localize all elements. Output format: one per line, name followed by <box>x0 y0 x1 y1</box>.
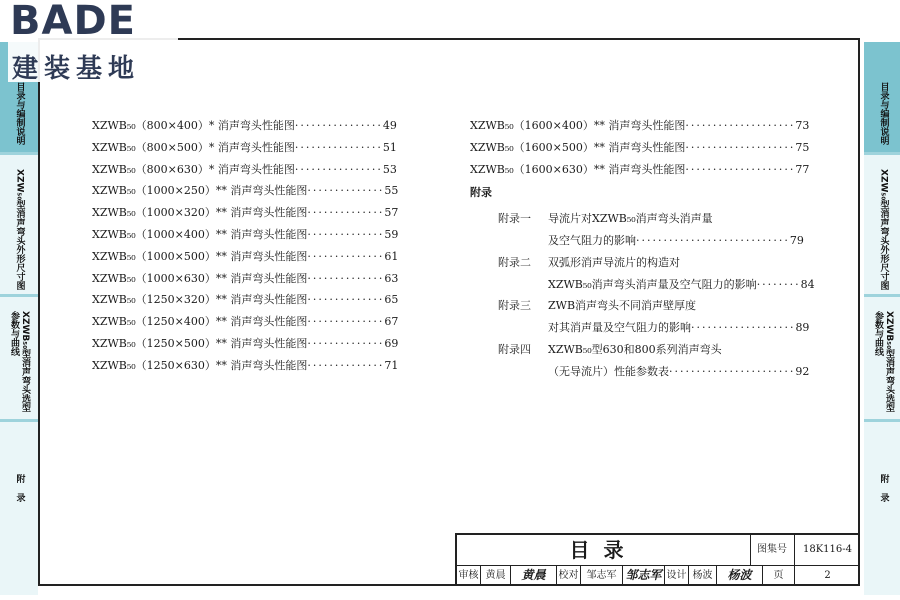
toc-entry[interactable] <box>92 227 398 243</box>
toc-dot-leader: ·············· <box>307 293 385 307</box>
appendix-label: 附录三 <box>498 299 531 313</box>
tab-selection-params[interactable] <box>864 294 900 419</box>
toc-entry-text: XZWB₅₀（1250×500）** 消声弯头性能图 <box>92 337 308 350</box>
proofer-name: 邹志军 <box>581 565 623 586</box>
title-block <box>455 533 860 586</box>
toc-entry-text: XZWB₅₀（800×630）* 消声弯头性能图 <box>92 162 295 176</box>
designer-signature: 杨波 <box>717 565 763 586</box>
toc-dot-leader: ·············· <box>307 206 385 220</box>
left-side-tabs <box>0 40 38 595</box>
toc-dot-leader: ······················· <box>669 364 796 378</box>
toc-page-number: 69 <box>384 337 399 350</box>
tab-dimension-drawings[interactable] <box>864 152 900 294</box>
toc-entry[interactable] <box>92 358 398 374</box>
toc-entry-text: XZWB₅₀（1000×320）** 消声弯头性能图 <box>92 206 308 220</box>
toc-entry-text: XZWB₅₀（1000×500）** 消声弯头性能图 <box>92 249 308 263</box>
toc-entry-text: XZWB₅₀（1250×630）** 消声弯头性能图 <box>92 358 308 372</box>
toc-page-number: 67 <box>384 315 399 329</box>
toc-entry[interactable] <box>548 320 809 336</box>
toc-entry-text: 对其消声量及空气阻力的影响 <box>548 321 691 335</box>
toc-page-number: 89 <box>795 321 810 335</box>
appendix-title-line1[interactable]: 双弧形消声导流片的构造对 <box>548 255 680 269</box>
appendix-title-line1[interactable]: 导流片对XZWB₅₀消声弯头消声量 <box>548 212 713 226</box>
tab-label: 目录与编制说明 <box>14 82 25 145</box>
toc-page-number: 84 <box>800 277 815 291</box>
toc-entry[interactable] <box>92 205 398 221</box>
atlas-no: 18K116-4 <box>802 544 853 555</box>
proofer-signature: 邹志军 <box>623 565 665 586</box>
toc-dot-leader: ···················· <box>685 119 796 132</box>
toc-entry-text: XZWB₅₀（1250×400）** 消声弯头性能图 <box>92 315 308 329</box>
tab-label: XZW₅₀型消声弯头外形尺寸图 <box>878 168 889 291</box>
atlas-no-label: 图集号 <box>750 535 795 565</box>
review-label: 审核 <box>457 565 481 586</box>
drawing-title: 目录 <box>457 535 751 565</box>
proof-label: 校对 <box>557 565 581 586</box>
toc-page-number: 57 <box>384 206 399 220</box>
tab-label: XZW₅₀型消声弯头外形尺寸图 <box>14 168 25 291</box>
tab-appendix[interactable] <box>0 419 38 595</box>
toc-page-number: 53 <box>382 162 397 176</box>
appendix-label: 附录二 <box>498 255 531 269</box>
toc-page-number: 65 <box>384 293 399 307</box>
bade-logo <box>8 2 178 82</box>
toc-entry[interactable] <box>92 249 398 265</box>
toc-entry-text: XZWB₅₀（800×400）* 消声弯头性能图 <box>92 119 295 132</box>
toc-dot-leader: ·············· <box>307 315 385 329</box>
toc-entry[interactable] <box>92 314 398 330</box>
tab-label: XZWB₅₀型消声弯头选型参数与曲线 <box>9 310 30 413</box>
toc-entry[interactable] <box>92 118 397 134</box>
right-side-tabs <box>864 40 900 595</box>
appendix-label: 附录一 <box>498 212 531 226</box>
toc-entry[interactable] <box>470 162 809 178</box>
toc-entry[interactable] <box>92 183 398 199</box>
toc-page-number: 92 <box>795 364 810 378</box>
toc-dot-leader: ···················· <box>685 140 796 154</box>
tab-label: 附录 <box>878 473 889 512</box>
toc-entry[interactable] <box>548 364 809 380</box>
toc-page-number: 73 <box>795 119 810 132</box>
toc-dot-leader: ·············· <box>307 184 385 198</box>
page-label: 页 <box>763 565 795 586</box>
toc-entry-text: XZWB₅₀（1600×400）** 消声弯头性能图 <box>470 119 686 132</box>
toc-entry-text: （无导流片）性能参数表 <box>548 364 669 378</box>
toc-entry[interactable] <box>92 336 398 352</box>
toc-entry[interactable] <box>548 277 815 293</box>
toc-page-number: 71 <box>384 358 399 372</box>
toc-dot-leader: ················ <box>294 119 383 132</box>
tab-appendix[interactable] <box>864 419 900 595</box>
logo-word: BADE <box>10 0 136 44</box>
toc-entry[interactable] <box>470 140 809 156</box>
toc-page-number: 51 <box>382 140 397 154</box>
tab-label: 目录与编制说明 <box>878 82 889 145</box>
toc-dot-leader: ·············· <box>307 358 385 372</box>
reviewer-name: 黄晨 <box>481 565 511 586</box>
tab-selection-params[interactable] <box>0 294 38 419</box>
tab-label: XZWB₅₀型消声弯头选型参数与曲线 <box>873 310 894 413</box>
logo-subtitle: 建装基地 <box>12 54 141 84</box>
toc-entry-text: XZWB₅₀（800×500）* 消声弯头性能图 <box>92 140 295 154</box>
toc-dot-leader: ···························· <box>636 234 790 247</box>
toc-entry-text: XZWB₅₀（1600×630）** 消声弯头性能图 <box>470 162 686 176</box>
design-label: 设计 <box>665 565 689 586</box>
toc-entry-text: XZWB₅₀消声弯头消声量及空气阻力的影响 <box>548 277 757 291</box>
toc-entry-text: XZWB₅₀（1250×320）** 消声弯头性能图 <box>92 293 308 307</box>
appendix-title-line1[interactable]: XZWB₅₀型630和800系列消声弯头 <box>548 343 722 356</box>
appendix-heading: 附录 <box>470 186 492 200</box>
toc-dot-leader: ················ <box>294 162 383 176</box>
toc-entry-text: XZWB₅₀（1600×500）** 消声弯头性能图 <box>470 140 686 154</box>
toc-page-number: 63 <box>384 271 399 285</box>
toc-dot-leader: ·············· <box>307 249 385 263</box>
toc-entry-text: XZWB₅₀（1000×400）** 消声弯头性能图 <box>92 228 308 241</box>
toc-entry[interactable] <box>92 271 398 287</box>
toc-entry-text: 及空气阻力的影响 <box>548 234 636 247</box>
toc-dot-leader: ················ <box>294 140 383 154</box>
toc-page-number: 59 <box>384 228 399 241</box>
toc-page-number: 55 <box>384 184 399 198</box>
toc-dot-leader: ········ <box>756 277 801 291</box>
appendix-label: 附录四 <box>498 343 531 356</box>
toc-dot-leader: ···················· <box>685 162 796 176</box>
toc-dot-leader: ·············· <box>307 271 385 285</box>
toc-page-number: 49 <box>382 119 397 132</box>
tab-dimension-drawings[interactable] <box>0 152 38 294</box>
toc-page-number: 77 <box>795 162 810 176</box>
toc-page-number: 75 <box>795 140 810 154</box>
toc-entry[interactable] <box>92 162 397 178</box>
page-number: 2 <box>824 570 831 581</box>
toc-entry-text: XZWB₅₀（1000×630）** 消声弯头性能图 <box>92 271 308 285</box>
toc-entry[interactable] <box>92 292 398 308</box>
toc-page-number: 79 <box>789 234 804 247</box>
toc-dot-leader: ··················· <box>691 321 796 335</box>
tab-toc-notes[interactable] <box>864 40 900 152</box>
toc-dot-leader: ·············· <box>307 228 385 241</box>
toc-dot-leader: ·············· <box>307 337 385 350</box>
toc-entry[interactable] <box>548 233 804 249</box>
reviewer-signature: 黄晨 <box>511 565 557 586</box>
appendix-title-line1[interactable]: ZWB消声弯头不同消声壁厚度 <box>548 299 697 313</box>
toc-entry[interactable] <box>92 140 397 156</box>
tab-label: 附录 <box>14 473 25 512</box>
toc-page-number: 61 <box>384 249 399 263</box>
toc-entry[interactable] <box>470 118 809 134</box>
toc-entry-text: XZWB₅₀（1000×250）** 消声弯头性能图 <box>92 184 308 198</box>
designer-name: 杨波 <box>689 565 717 586</box>
